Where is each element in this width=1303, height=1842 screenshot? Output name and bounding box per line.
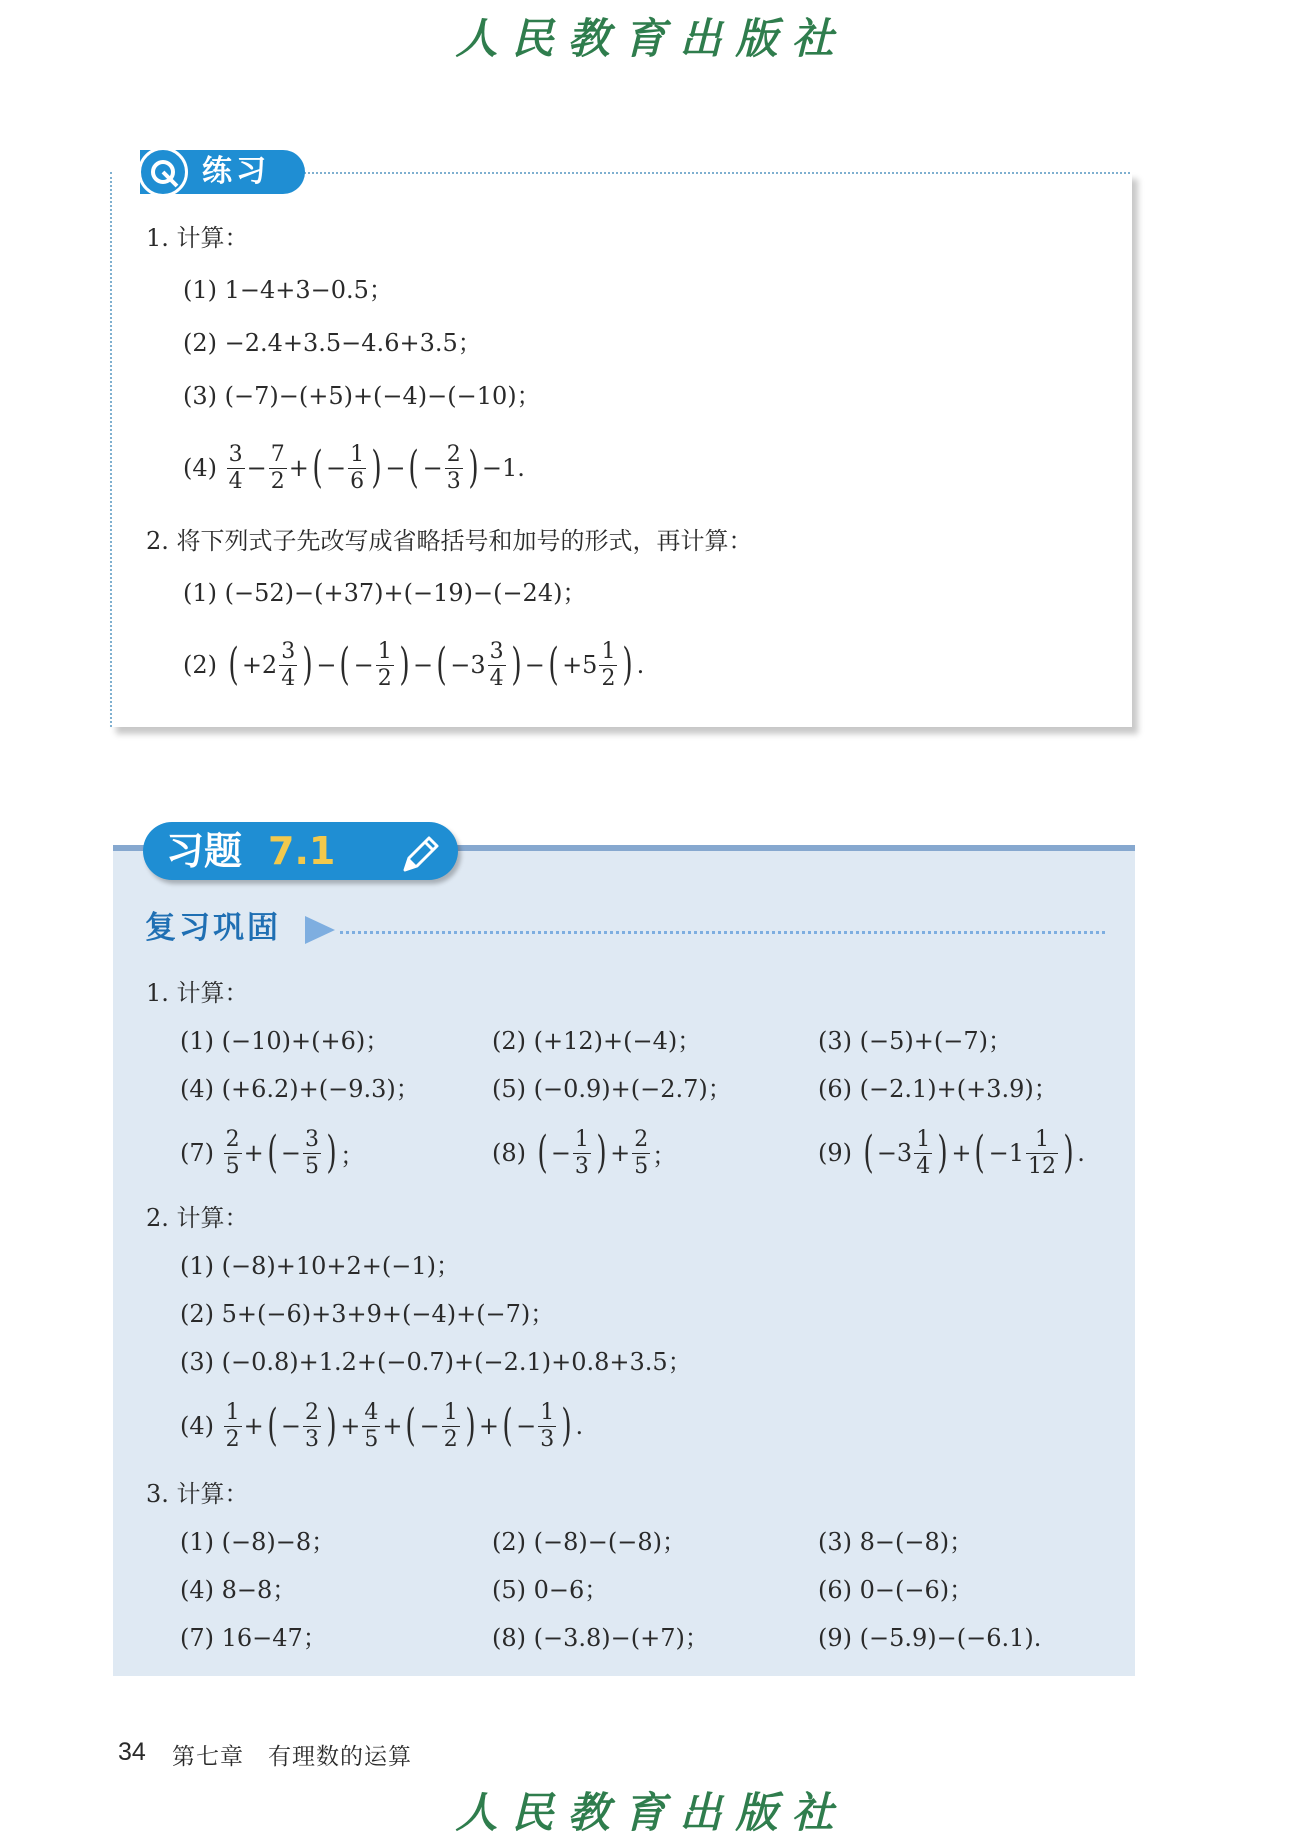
practice-q1-item-4: (4) $\frac{3}{4}$ − $\frac{7}{2}$ + ( − $\frac{1}{6}$ ) − ( − $\frac{2}{3}$ ) −1. bbox=[183, 441, 525, 494]
exercise-title: 习题 bbox=[166, 829, 243, 873]
exercise-q1-item: (2) (+12)+(−4)； bbox=[492, 1027, 702, 1055]
exercise-q1-item: (5) (−0.9)+(−2.7)； bbox=[492, 1075, 732, 1103]
practice-q1-item-2: (2) −2.4+3.5−4.6+3.5； bbox=[183, 329, 482, 357]
exercise-q3-item: (5) 0−6； bbox=[492, 1576, 609, 1604]
exercise-q3-item: (4) 8−8； bbox=[180, 1576, 297, 1604]
exercise-q1-item: (4) (+6.2)+(−9.3)； bbox=[180, 1075, 420, 1103]
exercise-q2-label: 2. 计算： bbox=[146, 1204, 249, 1232]
exercise-q3-item: (6) 0−(−6)； bbox=[818, 1576, 974, 1604]
fraction: $\frac{2}{3}$ bbox=[446, 441, 461, 494]
review-section-title: 复习巩固 bbox=[145, 910, 281, 946]
exercise-q1-item-7: (7) $\frac{2}{5}$ + ( − $\frac{3}{5}$ ) ； bbox=[180, 1126, 365, 1179]
exercise-q3-item: (2) (−8)−(−8)； bbox=[492, 1528, 686, 1556]
item-label: (4) bbox=[180, 1412, 214, 1440]
exercise-q3-item: (1) (−8)−8； bbox=[180, 1528, 336, 1556]
page-number: 34 bbox=[118, 1738, 146, 1766]
exercise-number: 7.1 bbox=[268, 829, 336, 873]
item-label: (7) bbox=[180, 1139, 214, 1167]
exercise-q3-label: 3. 计算： bbox=[146, 1480, 249, 1508]
exercise-q1-label: 1. 计算： bbox=[146, 979, 249, 1007]
practice-pencil-icon bbox=[138, 147, 188, 197]
practice-q2-item-2: (2) ( +2 $\frac{3}{4}$ ) − ( − $\frac{1}{2}$ ) − ( −3 $\frac{3}{4}$ ) − ( +5 $\frac{1}{2}$ ) . bbox=[183, 638, 645, 691]
exercise-q1-item: (1) (−10)+(+6)； bbox=[180, 1027, 390, 1055]
item-tail: −1. bbox=[481, 454, 525, 482]
item-label: (2) bbox=[183, 651, 217, 679]
item-label: (9) bbox=[818, 1139, 852, 1167]
exercise-q2-item: (2) 5+(−6)+3+9+(−4)+(−7)； bbox=[180, 1300, 555, 1328]
triangle-arrow-icon bbox=[305, 916, 335, 944]
exercise-q1-item-9: (9) ( −3 $\frac{1}{4}$ ) + ( −1 $\frac{1}{12}$ ) . bbox=[818, 1126, 1085, 1179]
exercise-q2-item-4: (4) $\frac{1}{2}$ + ( − $\frac{2}{3}$ ) + $\frac{4}{5}$ + ( − $\frac{1}{2}$ ) + ( − $\frac{1}{3}$ ) . bbox=[180, 1399, 584, 1452]
practice-q1-label: 1. 计算： bbox=[146, 224, 249, 252]
practice-top-divider bbox=[300, 172, 1130, 174]
exercise-q1-item: (6) (−2.1)+(+3.9)； bbox=[818, 1075, 1058, 1103]
exercise-q2-item: (3) (−0.8)+1.2+(−0.7)+(−2.1)+0.8+3.5； bbox=[180, 1348, 692, 1376]
fraction: $\frac{3}{4}$ bbox=[228, 441, 243, 494]
fraction: $\frac{1}{6}$ bbox=[350, 441, 365, 494]
item-label: (8) bbox=[492, 1139, 526, 1167]
exercise-q1-item-8: (8) ( − $\frac{1}{3}$ ) + $\frac{2}{5}$ ； bbox=[492, 1126, 677, 1179]
exercise-q3-item: (8) (−3.8)−(+7)； bbox=[492, 1624, 709, 1652]
chapter-title: 第七章 有理数的运算 bbox=[172, 1744, 412, 1770]
exercise-q3-item: (7) 16−47； bbox=[180, 1624, 327, 1652]
exercise-q2-item: (1) (−8)+10+2+(−1)； bbox=[180, 1252, 460, 1280]
item-label: (4) bbox=[183, 454, 217, 482]
practice-q1-item-1: (1) 1−4+3−0.5； bbox=[183, 276, 393, 304]
review-divider bbox=[340, 931, 1105, 934]
practice-title: 练习 bbox=[202, 154, 270, 189]
practice-q1-item-3: (3) (−7)−(+5)+(−4)−(−10)； bbox=[183, 382, 541, 410]
practice-q2-item-1: (1) (−52)−(+37)+(−19)−(−24)； bbox=[183, 579, 587, 607]
fraction: $\frac{7}{2}$ bbox=[270, 441, 285, 494]
exercise-q3-item: (9) (−5.9)−(−6.1). bbox=[818, 1624, 1042, 1652]
publisher-logo-top: 人民教育出版社 bbox=[455, 14, 848, 63]
exercise-q3-item: (3) 8−(−8)； bbox=[818, 1528, 974, 1556]
publisher-logo-bottom: 人民教育出版社 bbox=[455, 1788, 848, 1837]
exercise-q1-item: (3) (−5)+(−7)； bbox=[818, 1027, 1012, 1055]
pencil-icon bbox=[395, 830, 443, 878]
practice-q2-label: 2. 将下列式子先改写成省略括号和加号的形式，再计算： bbox=[146, 527, 753, 555]
